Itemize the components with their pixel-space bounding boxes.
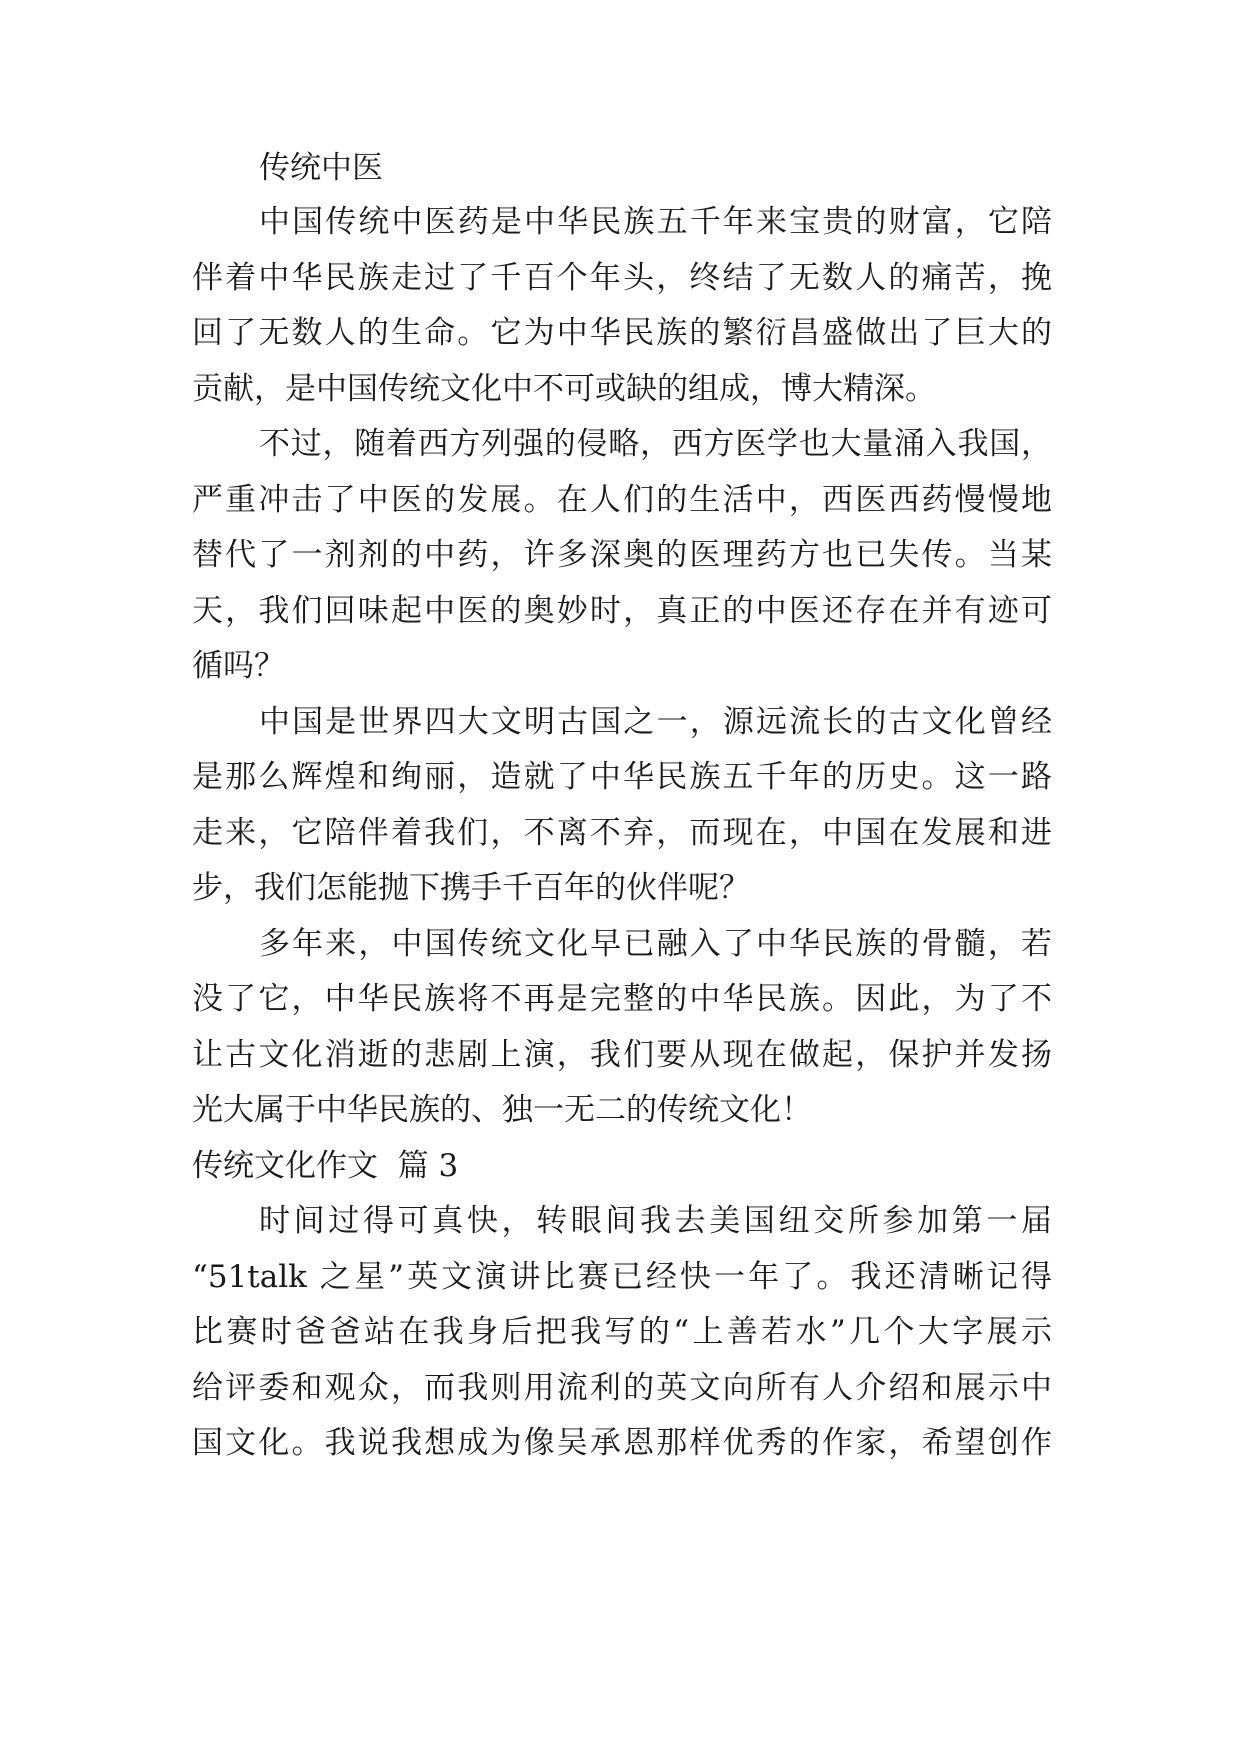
section-title: 传统中医 <box>259 150 383 186</box>
paragraph-line: 伴着中华民族走过了千百个年头，终结了无数人的痛苦，挽 <box>192 260 1052 296</box>
paragraph-line: 多年来，中国传统文化早已融入了中华民族的骨髓，若 <box>259 926 1052 962</box>
paragraph-line: 让古文化消逝的悲剧上演，我们要从现在做起，保护并发扬 <box>192 1037 1052 1073</box>
paragraph-line: 不过，随着西方列强的侵略，西方医学也大量涌入我国， <box>259 426 1052 462</box>
paragraph-line: 中国传统中医药是中华民族五千年来宝贵的财富，它陪 <box>259 204 1052 240</box>
paragraph-line: 中国是世界四大文明古国之一，源远流长的古文化曾经 <box>259 704 1052 740</box>
paragraph-line: 回了无数人的生命。它为中华民族的繁衍昌盛做出了巨大的 <box>192 315 1052 351</box>
paragraph-line: 时间过得可真快，转眼间我去美国纽交所参加第一届 <box>259 1203 1052 1239</box>
paragraph-line: 给评委和观众，而我则用流利的英文向所有人介绍和展示中 <box>192 1370 1052 1406</box>
paragraph-line: 走来，它陪伴着我们，不离不弃，而现在，中国在发展和进 <box>192 815 1052 851</box>
paragraph-line: “51talk 之星”英文演讲比赛已经快一年了。我还清晰记得 <box>192 1259 1052 1295</box>
paragraph-line: 没了它，中华民族将不再是完整的中华民族。因此，为了不 <box>192 981 1052 1017</box>
paragraph-line: 天，我们回味起中医的奥妙时，真正的中医还存在并有迹可 <box>192 593 1052 629</box>
paragraph-line: 光大属于中华民族的、独一无二的传统文化！ <box>192 1092 812 1128</box>
paragraph-line: 是那么辉煌和绚丽，造就了中华民族五千年的历史。这一路 <box>192 759 1052 795</box>
section-heading: 传统文化作文 篇 3 <box>192 1148 459 1184</box>
paragraph-line: 严重冲击了中医的发展。在人们的生活中，西医西药慢慢地 <box>192 482 1052 518</box>
paragraph-line: 替代了一剂剂的中药，许多深奥的医理药方也已失传。当某 <box>192 537 1052 573</box>
paragraph-line: 国文化。我说我想成为像吴承恩那样优秀的作家，希望创作 <box>192 1425 1052 1461</box>
paragraph-line: 比赛时爸爸站在我身后把我写的“上善若水”几个大字展示 <box>192 1314 1052 1350</box>
paragraph-line: 贡献，是中国传统文化中不可或缺的组成，博大精深。 <box>192 371 936 407</box>
paragraph-line: 循吗？ <box>192 648 285 684</box>
paragraph-line: 步，我们怎能抛下携手千百年的伙伴呢？ <box>192 870 750 906</box>
